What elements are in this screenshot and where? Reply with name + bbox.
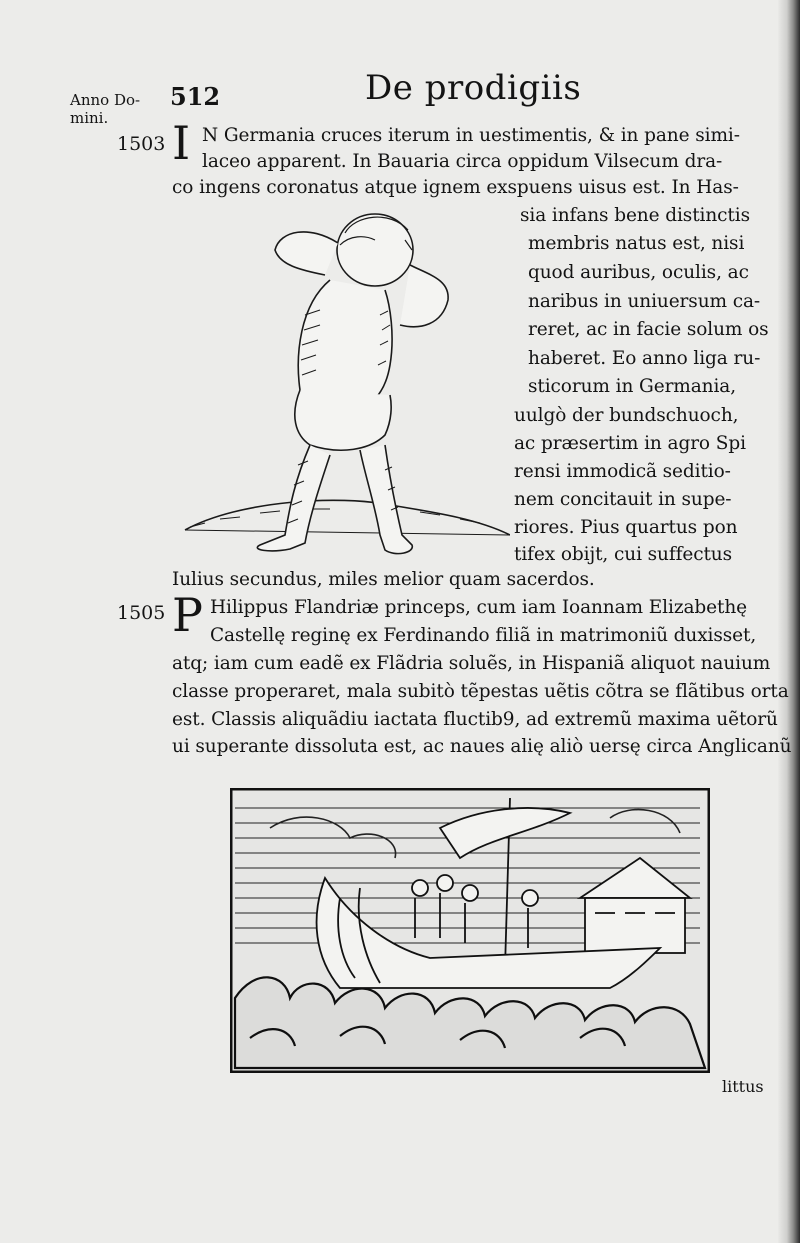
text-line: est. Classis aliquãdiu iactata fluctib9, ad extremũ maxima uẽtorũ <box>172 709 778 730</box>
text-line: Hilippus Flandriæ princeps, cum iam Ioannam Elizabethę <box>210 597 747 618</box>
drop-initial-p: P <box>172 588 203 642</box>
text-line: naribus in uniuersum ca- <box>528 291 761 312</box>
catchword: littus <box>722 1077 764 1096</box>
running-title: De prodigiis <box>365 68 582 108</box>
text-line: riores. Pius quartus pon <box>514 517 738 538</box>
text-line: N Germania cruces iterum in uestimentis, & in pane simi- <box>202 125 740 146</box>
text-line: tifex obijt, cui suffectus <box>514 544 733 565</box>
text-line: ui superante dissoluta est, ac naues alię aliò uersę circa Anglicanũ <box>172 736 792 757</box>
text-line: reret, ac in facie solum os <box>528 319 769 340</box>
text-line: haberet. Eo anno liga ru- <box>528 348 761 369</box>
year-1505: 1505 <box>117 602 166 624</box>
text-line: uulgò der bundschuoch, <box>514 405 739 426</box>
text-line: ac præsertim in agro Spi <box>514 433 746 454</box>
text-line: Iulius secundus, miles melior quam sacerdos. <box>172 569 595 590</box>
page-number: 512 <box>170 82 221 111</box>
text-line: sia infans bene distinctis <box>520 205 750 226</box>
text-line: nem concitauit in supe- <box>514 489 732 510</box>
text-line: co ingens coronatus atque ignem exspuens uisus est. In Has- <box>172 177 739 198</box>
woodcut-shipwreck-storm <box>230 788 710 1073</box>
text-line: quod auribus, oculis, ac <box>528 262 749 283</box>
woodcut-child-figure <box>180 205 510 560</box>
margin-note-line-2: mini. <box>70 109 109 127</box>
text-line: classe properaret, mala subitò tẽpestas uẽtis cõtra se flãtibus orta <box>172 681 789 702</box>
margin-note-line-1: Anno Do- <box>70 91 141 109</box>
text-line: atq; iam cum eadẽ ex Flãdria soluẽs, in Hispaniã aliquot nauium <box>172 653 771 674</box>
text-line: sticorum in Germania, <box>528 376 737 397</box>
drop-initial-i: I <box>172 116 191 170</box>
text-line: Castellę reginę ex Ferdinando filiã in matrimoniũ duxisset, <box>210 625 757 646</box>
page-gutter-shadow <box>778 0 800 1243</box>
text-line: laceo apparent. In Bauaria circa oppidum Vilsecum dra- <box>202 151 723 172</box>
text-line: rensi immodicã seditio- <box>514 461 731 482</box>
text-line: membris natus est, nisi <box>528 233 745 254</box>
year-1503: 1503 <box>117 133 166 155</box>
